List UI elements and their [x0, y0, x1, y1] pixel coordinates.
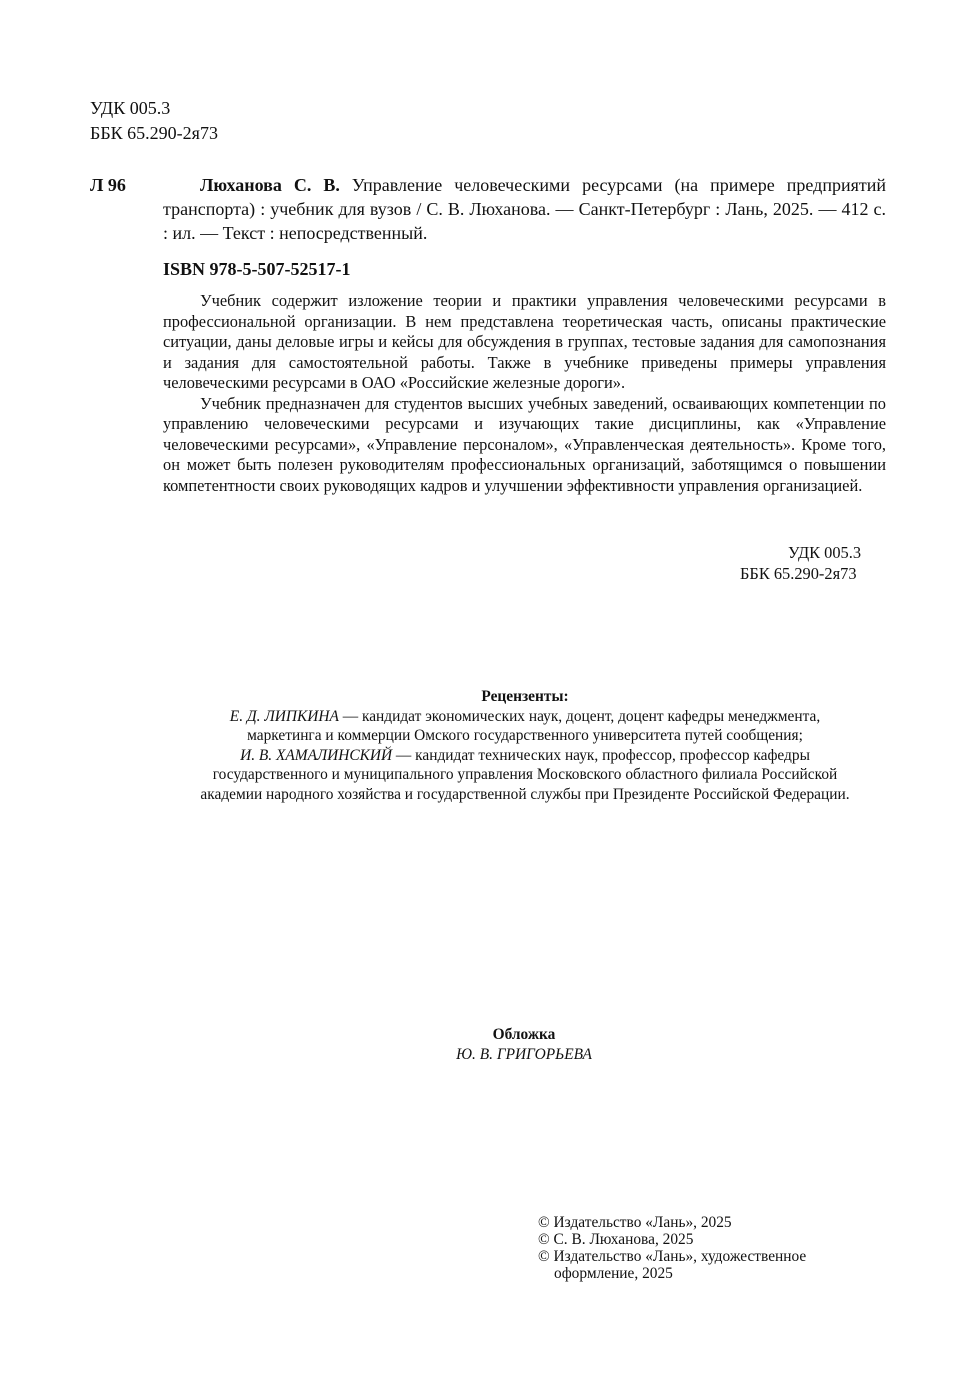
- reviewer-2-credentials: — кандидат технических наук, профессор, профессор кафедры: [392, 746, 810, 764]
- copyright-line-cont: оформление, 2025: [554, 1265, 673, 1282]
- author-mark: Л 96: [90, 175, 126, 195]
- reviewer-2-name: И. В. ХАМАЛИНСКИЙ: [240, 746, 393, 764]
- reviewer-2-line: [100, 746, 950, 766]
- reviewer-1-credentials: — кандидат экономических наук, доцент, доцент кафедры менеджмента,: [338, 707, 821, 725]
- cover-label: Обложка: [492, 1026, 556, 1043]
- abstract-paragraph: Учебник предназначен для студентов высших учебных заведений, осваивающих компетенции по управлению человеческими ресурсами и изучающих такие дисциплины, как «Управление человеческими ресурсами», «Управление персоналом», «Управленческая деятельность». Кроме того, он может быть полезен руководителям профессиональных организаций, заботящимся о повышении компетентности своих руководящих кадров и улучшении эффективности управления организацией.: [163, 393, 886, 495]
- bibliographic-description: [163, 173, 886, 245]
- reviewer-1-affiliation: маркетинга и коммерции Омского государственного университета путей сообщения;: [247, 727, 803, 744]
- copyright-notices: [538, 1214, 806, 1282]
- reviewer-1-line: [100, 707, 950, 727]
- bbk-code: ББК 65.290-2я73: [90, 123, 218, 143]
- cover-credit: [324, 1025, 724, 1065]
- udk-code: УДК 005.3: [788, 543, 862, 562]
- isbn: ISBN 978-5-507-52517-1: [163, 259, 351, 279]
- reviewer-2-affiliation: государственного и муниципального управления Московского областного филиала Российской: [212, 766, 838, 783]
- reviewers-title: Рецензенты:: [481, 688, 569, 705]
- book-description: Управление человеческими ресурсами (на примере предприятий транспорта) : учебник для вузов / С. В. Люханова. — Санкт-Петербург : Лань, 2025. — 412 с. : ил. — Текст : непосредственный.: [163, 175, 886, 243]
- abstract-paragraph: Учебник содержит изложение теории и практики управления человеческими ресурсами в профессиональной организации. В нем представлена теоретическая часть, описаны практические ситуации, даны деловые игры и кейсы для обсуждения в группах, тестовые задания для самопознания и задания для самостоятельной работы. Также в учебнике приведены примеры управления человеческими ресурсами в ОАО «Российские железные дороги».: [163, 291, 886, 392]
- copyright-line: © С. В. Люханова, 2025: [538, 1231, 694, 1248]
- cover-artist: Ю. В. ГРИГОРЬЕВА: [456, 1046, 592, 1063]
- copyright-line: © Издательство «Лань», 2025: [538, 1214, 732, 1231]
- top-classification-codes: [90, 96, 218, 146]
- bottom-classification-codes: [740, 542, 861, 584]
- reviewer-2-affiliation-cont: академии народного хозяйства и государственной службы при Президенте Российской Федерации.: [200, 785, 850, 803]
- abstract: [163, 291, 886, 496]
- reviewers-block: [100, 687, 950, 804]
- bbk-code: ББК 65.290-2я73: [740, 564, 857, 583]
- udk-code: УДК 005.3: [90, 98, 171, 118]
- author-name: Люханова С. В.: [200, 175, 340, 195]
- copyright-line: © Издательство «Лань», художественное: [538, 1248, 807, 1265]
- reviewer-1-name: Е. Д. ЛИПКИНА: [229, 707, 339, 725]
